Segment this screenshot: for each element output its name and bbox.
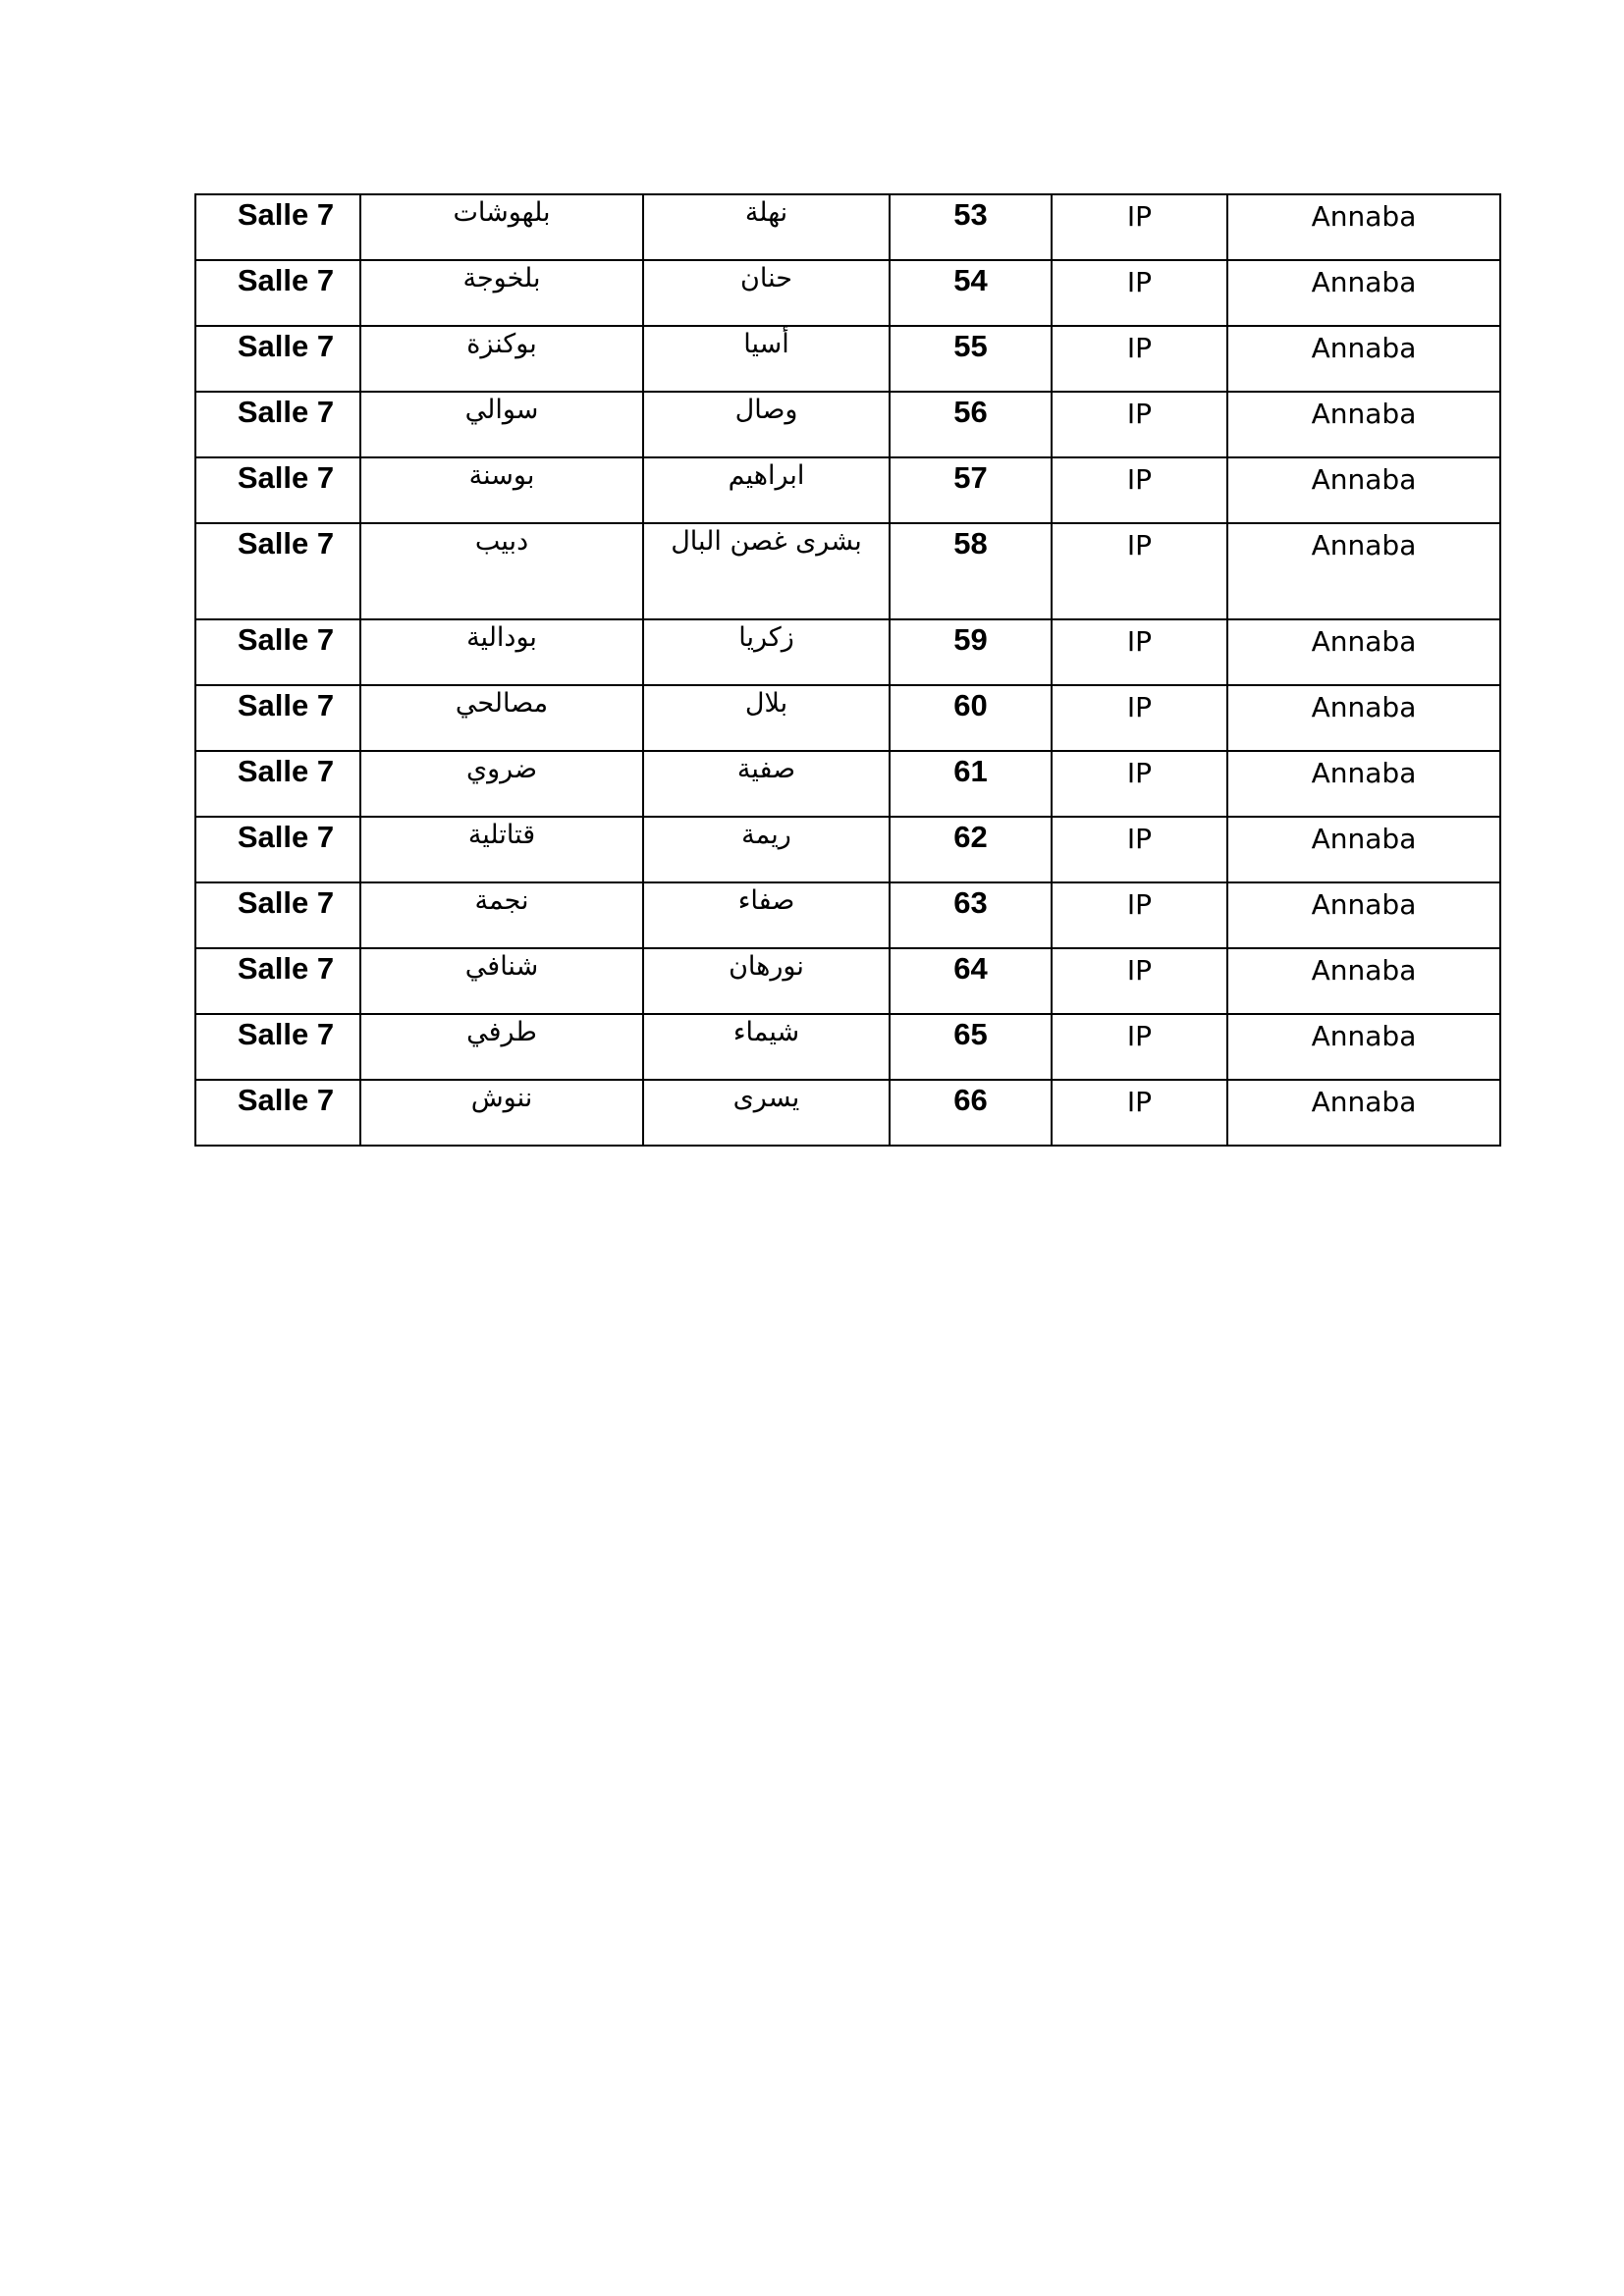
type-cell: IP bbox=[1052, 1014, 1227, 1080]
number-cell: 63 bbox=[890, 882, 1052, 948]
number-cell: 58 bbox=[890, 523, 1052, 619]
table-row bbox=[195, 882, 1500, 948]
salle-cell: Salle 7 bbox=[195, 1014, 360, 1080]
number-cell: 53 bbox=[890, 194, 1052, 260]
table-row bbox=[195, 948, 1500, 1014]
number-cell: 56 bbox=[890, 392, 1052, 457]
table-row bbox=[195, 685, 1500, 751]
salle-cell: Salle 7 bbox=[195, 1080, 360, 1146]
number-cell: 66 bbox=[890, 1080, 1052, 1146]
table-row bbox=[195, 1080, 1500, 1146]
salle-cell: Salle 7 bbox=[195, 392, 360, 457]
first-name-cell: ابراهيم bbox=[643, 457, 890, 523]
table-row bbox=[195, 457, 1500, 523]
salle-cell: Salle 7 bbox=[195, 619, 360, 685]
roster-body bbox=[195, 194, 1500, 1146]
first-name-cell: بشرى غصن البال bbox=[643, 523, 890, 619]
salle-cell: Salle 7 bbox=[195, 685, 360, 751]
first-name-cell: صفية bbox=[643, 751, 890, 817]
last-name-cell: مصالحي bbox=[360, 685, 643, 751]
first-name-cell: حنان bbox=[643, 260, 890, 326]
last-name-cell: شنافي bbox=[360, 948, 643, 1014]
city-cell: Annaba bbox=[1227, 619, 1500, 685]
salle-cell: Salle 7 bbox=[195, 817, 360, 882]
number-cell: 59 bbox=[890, 619, 1052, 685]
first-name-cell: يسرى bbox=[643, 1080, 890, 1146]
number-cell: 54 bbox=[890, 260, 1052, 326]
table-row bbox=[195, 194, 1500, 260]
city-cell: Annaba bbox=[1227, 948, 1500, 1014]
city-cell: Annaba bbox=[1227, 523, 1500, 619]
number-cell: 57 bbox=[890, 457, 1052, 523]
salle-cell: Salle 7 bbox=[195, 326, 360, 392]
city-cell: Annaba bbox=[1227, 260, 1500, 326]
first-name-cell: زكريا bbox=[643, 619, 890, 685]
roster-table bbox=[194, 193, 1501, 1147]
city-cell: Annaba bbox=[1227, 817, 1500, 882]
first-name-cell: صفاء bbox=[643, 882, 890, 948]
type-cell: IP bbox=[1052, 948, 1227, 1014]
first-name-cell: نورهان bbox=[643, 948, 890, 1014]
table-row bbox=[195, 326, 1500, 392]
type-cell: IP bbox=[1052, 882, 1227, 948]
table-row bbox=[195, 751, 1500, 817]
type-cell: IP bbox=[1052, 457, 1227, 523]
city-cell: Annaba bbox=[1227, 1014, 1500, 1080]
number-cell: 61 bbox=[890, 751, 1052, 817]
first-name-cell: بلال bbox=[643, 685, 890, 751]
salle-cell: Salle 7 bbox=[195, 751, 360, 817]
last-name-cell: بلهوشات bbox=[360, 194, 643, 260]
city-cell: Annaba bbox=[1227, 392, 1500, 457]
salle-cell: Salle 7 bbox=[195, 194, 360, 260]
type-cell: IP bbox=[1052, 392, 1227, 457]
last-name-cell: سوالي bbox=[360, 392, 643, 457]
type-cell: IP bbox=[1052, 1080, 1227, 1146]
type-cell: IP bbox=[1052, 619, 1227, 685]
number-cell: 64 bbox=[890, 948, 1052, 1014]
city-cell: Annaba bbox=[1227, 326, 1500, 392]
city-cell: Annaba bbox=[1227, 457, 1500, 523]
type-cell: IP bbox=[1052, 523, 1227, 619]
table-row bbox=[195, 619, 1500, 685]
type-cell: IP bbox=[1052, 685, 1227, 751]
city-cell: Annaba bbox=[1227, 751, 1500, 817]
last-name-cell: نجمة bbox=[360, 882, 643, 948]
last-name-cell: بودالية bbox=[360, 619, 643, 685]
salle-cell: Salle 7 bbox=[195, 882, 360, 948]
first-name-cell: شيماء bbox=[643, 1014, 890, 1080]
last-name-cell: دبيب bbox=[360, 523, 643, 619]
last-name-cell: ضروي bbox=[360, 751, 643, 817]
table-row bbox=[195, 817, 1500, 882]
type-cell: IP bbox=[1052, 326, 1227, 392]
last-name-cell: بوكنزة bbox=[360, 326, 643, 392]
table-row bbox=[195, 1014, 1500, 1080]
salle-cell: Salle 7 bbox=[195, 523, 360, 619]
salle-cell: Salle 7 bbox=[195, 948, 360, 1014]
number-cell: 62 bbox=[890, 817, 1052, 882]
last-name-cell: طرفي bbox=[360, 1014, 643, 1080]
city-cell: Annaba bbox=[1227, 882, 1500, 948]
number-cell: 65 bbox=[890, 1014, 1052, 1080]
first-name-cell: وصال bbox=[643, 392, 890, 457]
first-name-cell: نهلة bbox=[643, 194, 890, 260]
type-cell: IP bbox=[1052, 194, 1227, 260]
number-cell: 60 bbox=[890, 685, 1052, 751]
city-cell: Annaba bbox=[1227, 685, 1500, 751]
table-row bbox=[195, 260, 1500, 326]
number-cell: 55 bbox=[890, 326, 1052, 392]
salle-cell: Salle 7 bbox=[195, 457, 360, 523]
table-row bbox=[195, 392, 1500, 457]
first-name-cell: ريمة bbox=[643, 817, 890, 882]
last-name-cell: بلخوجة bbox=[360, 260, 643, 326]
table-row bbox=[195, 523, 1500, 619]
type-cell: IP bbox=[1052, 751, 1227, 817]
type-cell: IP bbox=[1052, 260, 1227, 326]
salle-cell: Salle 7 bbox=[195, 260, 360, 326]
last-name-cell: ننوش bbox=[360, 1080, 643, 1146]
city-cell: Annaba bbox=[1227, 1080, 1500, 1146]
city-cell: Annaba bbox=[1227, 194, 1500, 260]
first-name-cell: أسيا bbox=[643, 326, 890, 392]
last-name-cell: قتاتلية bbox=[360, 817, 643, 882]
last-name-cell: بوسنة bbox=[360, 457, 643, 523]
type-cell: IP bbox=[1052, 817, 1227, 882]
